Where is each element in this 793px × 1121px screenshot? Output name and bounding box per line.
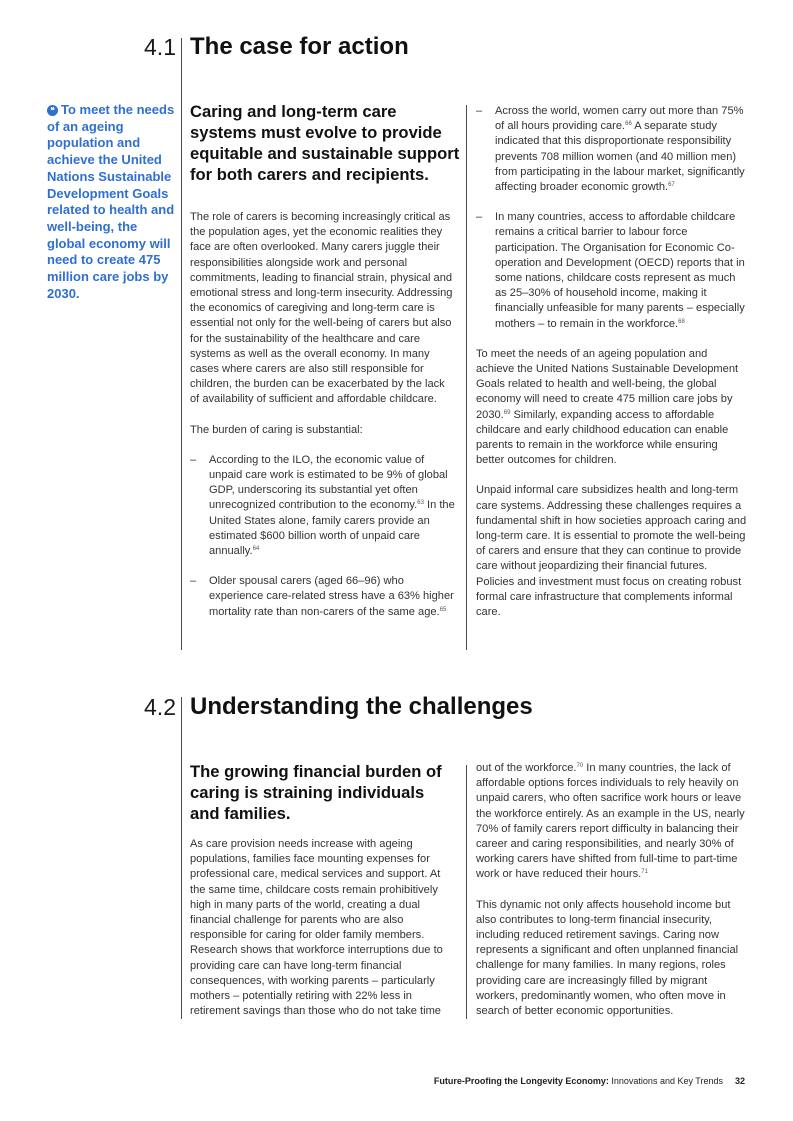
paragraph: This dynamic not only affects household income but also contributes to long-term financial insecurity, including reduced retirement savings. Caring now represents a significant and often unplanned financial challenge for many families. In many regions, roles providing care are increasingly filled by migrant workers, predominantly women, who often move in search of better economic opportunities. [476,898,739,1018]
paragraph: Unpaid informal care subsidizes health and long-term care systems. Addressing these challenges requires a fundamental shift in how societies approach caring and long-term care. It is essential to promote the well-being of carers and ensure that they can continue to provide care without jeopardizing their financial futures. Policies and investment must focus on creating robust formal care infrastructure that complements informal care. [476,484,747,619]
page-footer [434,1076,745,1086]
dash-marker: – [190,453,197,466]
column-divider-line [466,105,467,650]
page-number: 32 [734,1076,745,1086]
subheading: Caring and long-term care systems must evolve to provide equitable and sustainable support for both carers and recipients. [190,102,460,184]
paragraph: As care provision needs increase with ageing populations, families face mounting expenses for professional care, medical services and support. At the same time, childcare costs remain prohibitively high in many parts of the world, creating a dual financial challenge for parents who are also responsible for caring for older family members. Research shows that workforce interruptions due to providing care can have long-term financial consequences, with working parents – particularly mothers – potentially retiring with 22% less in retirement savings than those who do not take time [190,838,443,1018]
dash-marker: – [190,575,197,588]
column-right [476,761,746,1019]
section-number: 4.1 [144,34,176,60]
bullet-item [476,210,748,332]
bullet-text: In many countries, access to affordable childcare remains a critical barrier to labour force participation. The Organisation for Economic Co-operation and Development (OECD) reports that in some nations, childcare costs represent as much as 25–30% of household income, making it financially unfeasible for many parents – especially mothers – to remain in the workforce. [495,211,745,330]
footnote-ref: 67 [668,182,675,189]
footer-title-bold: Future-Proofing the Longevity Economy: [433,1076,609,1086]
dash-marker: – [476,211,483,224]
column-left [190,837,454,1019]
dash-marker: – [476,105,483,117]
paragraph: The role of carers is becoming increasingly critical as the population ages, yet the economic realities they face are often overlooked. Many carers juggle their responsibilities alongside work and personal commitments, leading to financial strain, physical and emotional stress and long-term insecurity. Addressing the economics of caregiving and long-term care is essential not only for the well-being of carers but also for the sustainability of the healthcare and care systems as well as the overall economy. In many cases where carers are also still responsible for children, the burden can be exacerbated by the lack of availability of sufficient and affordable childcare. [190,211,453,406]
subheading: The growing financial burden of caring is straining individuals and families. [190,762,442,823]
paragraph-text: To meet the needs of an ageing population and achieve the United Nations Sustainable Development Goals related to health and well-being, the global economy will need to create 475 million care jobs by 2030. [476,347,739,421]
section-divider-line [181,38,182,650]
paragraph: The burden of caring is substantial: [190,423,363,436]
footnote-ref: 65 [439,606,447,613]
paragraph-text: In many countries, the lack of affordable options forces individuals to rely heavily on unpaid carers, who often sacrifice work hours or leave the workforce entirely. As an example in the US, nearly 70% of family carers report difficulty in balancing their career and caring responsibilities, and nearly 30% of working carers have shifted from full-time to part-time work or have reduced their hours. [476,762,745,881]
bullet-item [476,104,748,195]
footnote-ref: 66 [625,121,632,128]
section-divider-line [181,697,182,1019]
bullet-text: In the United States alone, family carers provide an estimated $600 billion worth of unpaid care annually. [209,499,455,558]
bullet-text: According to the ILO, the economic value of unpaid care work is estimated to be 9% of global GDP, underscoring its substantial yet often unrecognized contribution to the economy. [209,453,448,512]
bullet-text: A separate study indicated that this disproportionate responsibility prevents 708 million women (and 40 million men) from participating in the labour market, significantly affecting broader economic growth. [495,120,745,194]
paragraph [476,347,748,469]
column-right [476,104,748,620]
section-title: Understanding the challenges [190,693,533,720]
paragraph-text: out of the workforce. [476,762,577,774]
column-divider-line [466,765,467,1019]
footnote-ref: 64 [252,546,260,553]
footnote-ref: 68 [678,318,685,325]
pull-quote [47,102,175,302]
footnote-ref: 71 [641,869,648,876]
bullet-text: Older spousal carers (aged 66–96) who experience care-related stress have a 63% higher mortality rate than non-carers of the same age. [209,575,454,618]
section-title: The case for action [190,33,409,60]
bullet-item [190,574,456,620]
footer-title: Innovations and Key Trends [608,1076,723,1086]
pull-quote-text: To meet the needs of an ageing population and achieve the United Nations Sustainable Development Goals related to health and well-being, the global economy will need to create 475 million care jobs by 2030. [47,102,175,301]
footnote-ref: 70 [576,763,584,769]
quote-icon: ❝ [47,105,58,116]
section-number: 4.2 [144,694,176,720]
bullet-item [190,453,456,559]
column-left [190,210,456,635]
bullet-text: Across the world, women carry out more than 75% of all hours providing care. [495,105,744,133]
paragraph-text: Similarly, expanding access to affordable childcare and early childhood education can enable parents to remain in the workforce while ensuring better outcomes for children. [476,408,729,467]
paragraph [476,761,746,883]
footnote-ref: 69 [503,409,511,416]
footnote-ref: 63 [417,500,424,507]
